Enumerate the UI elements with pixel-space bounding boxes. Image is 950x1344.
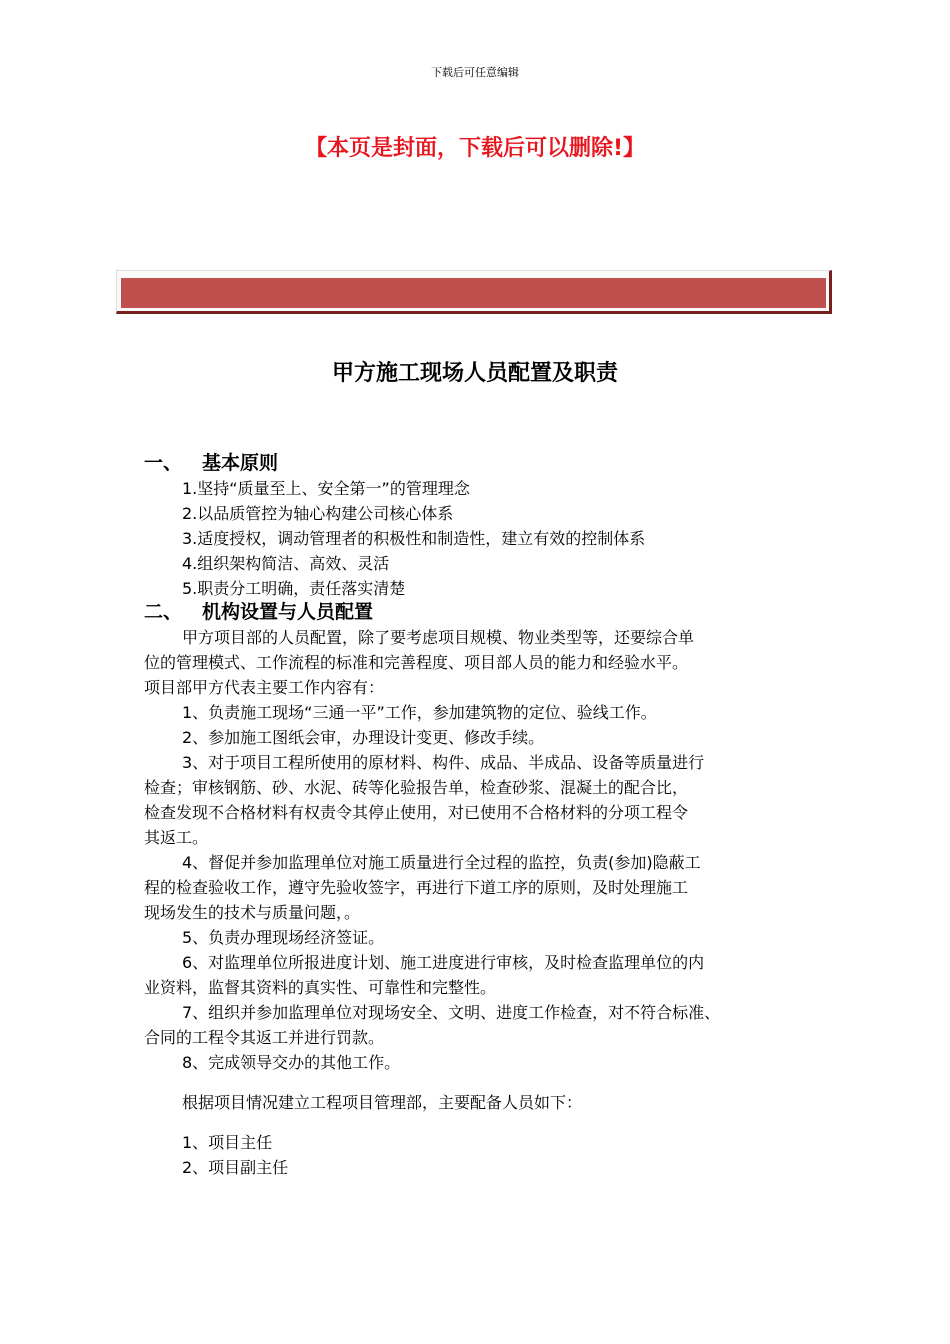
principle-item: 2.以品质管控为轴心构建公司核心体系 [182, 504, 454, 523]
section-title: 机构设置与人员配置 [202, 601, 374, 623]
cover-notice: 【本页是封面，下载后可以删除!】 [304, 136, 646, 161]
section-number: 二、 [144, 601, 183, 623]
duty-item-line: 检查发现不合格材料有权责令其停止使用，对已使用不合格材料的分项工程令 [144, 803, 689, 822]
principle-item: 4.组织架构简洁、高效、灵活 [182, 554, 390, 573]
principle-item: 1.坚持“质量至上、安全第一”的管理理念 [182, 479, 470, 498]
duty-item-line: 合同的工程令其返工并进行罚款。 [144, 1028, 385, 1047]
decorative-banner [116, 270, 832, 314]
duty-item: 5、负责办理现场经济签证。 [182, 928, 385, 947]
page-header-note: 下载后可任意编辑 [431, 66, 519, 79]
principle-item: 5.职责分工明确，责任落实清楚 [182, 579, 406, 598]
section-heading-2 [144, 599, 373, 625]
duty-item-line: 现场发生的技术与质量问题，。 [144, 903, 361, 922]
staffing-intro: 根据项目情况建立工程项目管理部，主要配备人员如下： [182, 1093, 583, 1112]
banner-bar [121, 278, 826, 308]
duty-item-line: 其返工。 [144, 828, 209, 847]
intro-line: 项目部甲方代表主要工作内容有： [144, 678, 385, 697]
intro-line: 甲方项目部的人员配置，除了要考虑项目规模、物业类型等，还要综合单 [182, 628, 695, 647]
section-heading-1 [144, 450, 278, 476]
staff-item: 1、项目主任 [182, 1133, 273, 1152]
duty-item-line: 程的检查验收工作，遵守先验收签字，再进行下道工序的原则，及时处理施工 [144, 878, 689, 897]
staff-item: 2、项目副主任 [182, 1158, 289, 1177]
duty-item: 1、负责施工现场“三通一平”工作，参加建筑物的定位、验线工作。 [182, 703, 657, 722]
document-title: 甲方施工现场人员配置及职责 [331, 361, 618, 386]
intro-line: 位的管理模式、工作流程的标准和完善程度、项目部人员的能力和经验水平。 [144, 653, 689, 672]
section-number: 一、 [144, 452, 183, 474]
duty-item-line: 业资料，监督其资料的真实性、可靠性和完整性。 [144, 978, 497, 997]
duty-item: 2、参加施工图纸会审，办理设计变更、修改手续。 [182, 728, 545, 747]
duty-item-line: 4、督促并参加监理单位对施工质量进行全过程的监控，负责(参加)隐蔽工 [182, 853, 701, 872]
duty-item-line: 7、组织并参加监理单位对现场安全、文明、进度工作检查，对不符合标准、 [182, 1003, 721, 1022]
duty-item-line: 6、对监理单位所报进度计划、施工进度进行审核，及时检查监理单位的内 [182, 953, 705, 972]
duty-item-line: 3、对于项目工程所使用的原材料、构件、成品、半成品、设备等质量进行 [182, 753, 705, 772]
duty-item: 8、完成领导交办的其他工作。 [182, 1053, 401, 1072]
principle-item: 3.适度授权，调动管理者的积极性和制造性，建立有效的控制体系 [182, 529, 646, 548]
section-title: 基本原则 [202, 452, 279, 474]
duty-item-line: 检查；审核钢筋、砂、水泥、砖等化验报告单，检查砂浆、混凝土的配合比， [144, 778, 689, 797]
